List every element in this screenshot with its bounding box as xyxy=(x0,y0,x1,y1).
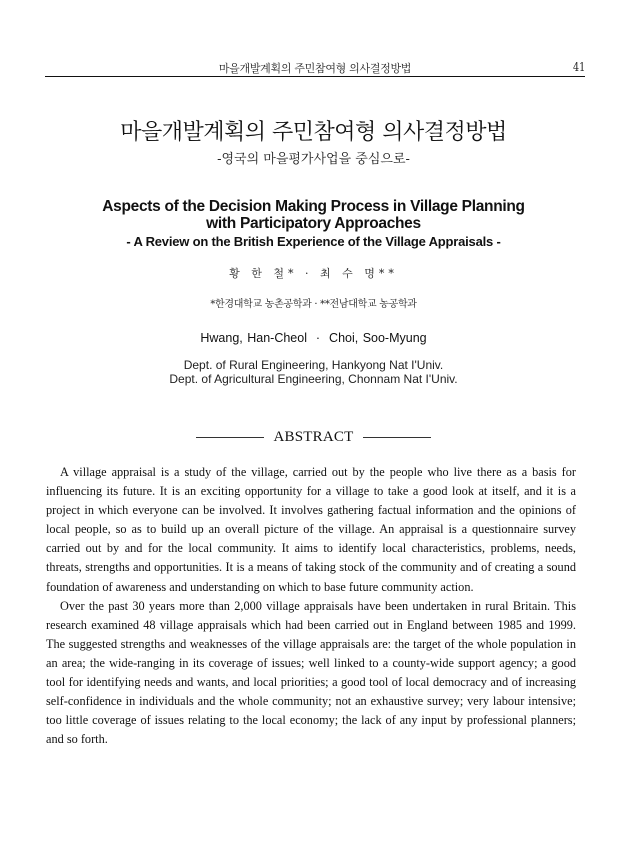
abstract-rule-right xyxy=(363,437,431,438)
korean-title: 마을개발계획의 주민참여형 의사결정방법 xyxy=(120,120,507,145)
running-header xyxy=(45,60,585,76)
english-subtitle: - A Review on the British Experience of the Village Appraisals - xyxy=(126,234,501,249)
abstract-paragraph-1: A village appraisal is a study of the village, carried out by the people who live there as a basis for influencing its future. It is an exciting opportunity for a village to take a good look at itself, and it is a project in which everyone can be involved. It involves gathering factual information and the opinions of local people, so as to build up an overall picture of the village. An appraisal is a questionnaire survey carried out by and for the local community. It aims to identify local characteristics, problems, needs, threats, strengths and opportunities. It is a means of taking stock of the community and of creating a sound foundation of awareness and understanding on which to base future community action. xyxy=(46,465,576,594)
english-title xyxy=(0,198,627,232)
korean-authors: 황 한 철* · 최 수 명** xyxy=(229,267,398,280)
abstract-paragraph-2: Over the past 30 years more than 2,000 village appraisals have been undertaken in rural Britain. This research examined 48 village appraisals which had been carried out in England between 1985 and 1999. The suggested strengths and weaknesses of the village appraisals are: the target of the whole population in an area; the wide-ranging in its coverage of issues; well linked to a county-wide support agency; a good tool for identifying needs and wants, and local priorities; a good tool of local democracy and of increasing self-confidence in individuals and the whole community; not an exhaustive survey; very labour intensive; too little coverage of issues relating to the local economy; the lack of any input by professional planners; and so forth. xyxy=(46,598,576,747)
header-rule xyxy=(45,76,585,77)
page-number: 41 xyxy=(572,60,585,74)
abstract-label: ABSTRACT xyxy=(273,429,354,445)
english-title-line-1: Aspects of the Decision Making Process in Village Planning xyxy=(102,198,525,215)
abstract-body xyxy=(46,463,576,749)
abstract-heading xyxy=(0,429,627,446)
english-authors: Hwang, Han-Cheol · Choi, Soo-Myung xyxy=(200,331,427,345)
running-title: 마을개발계획의 주민참여형 의사결정방법 xyxy=(218,62,412,75)
english-title-line-2: with Participatory Approaches xyxy=(206,215,421,232)
korean-affiliations: *한경대학교 농촌공학과 · **전남대학교 농공학과 xyxy=(210,299,417,310)
korean-subtitle: -영국의 마을평가사업을 중심으로- xyxy=(217,152,410,167)
english-affiliations xyxy=(0,358,627,386)
abstract-rule-left xyxy=(196,437,264,438)
affiliation-2: Dept. of Agricultural Engineering, Chonnam Nat I'Univ. xyxy=(169,372,458,386)
affiliation-1: Dept. of Rural Engineering, Hankyong Nat I'Univ. xyxy=(183,358,444,372)
